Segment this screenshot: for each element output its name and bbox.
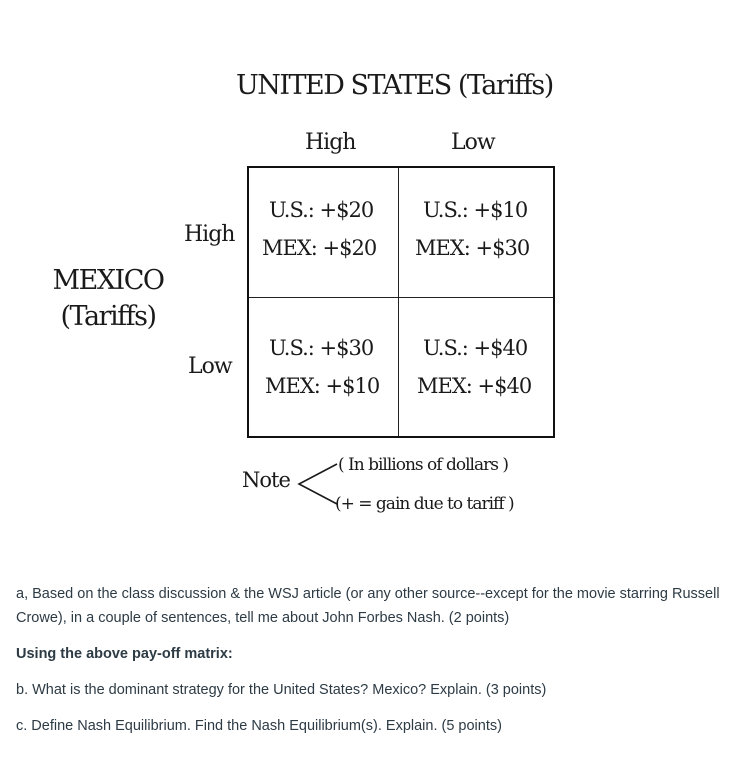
question-list — [16, 582, 724, 750]
note-label: Note — [242, 468, 290, 492]
mexico-high-row-label: High — [184, 222, 235, 247]
question-c: c. Define Nash Equilibrium. Find the Nash Equilibrium(s). Explain. (5 points) — [16, 718, 502, 734]
matrix-cell-high-high — [249, 168, 399, 298]
note-sign-meaning: (+ = gain due to tariff ) — [335, 494, 514, 514]
mex-payoff: MEX: +$10 — [265, 374, 380, 398]
us-high-column-label: High — [305, 130, 356, 155]
mex-payoff: MEX: +$30 — [415, 236, 530, 260]
mexico-title — [48, 263, 168, 335]
united-states-title: UNITED STATES (Tariffs) — [236, 70, 553, 101]
matrix-cell-low-high — [249, 298, 399, 436]
matrix-cell-high-low — [399, 168, 553, 298]
us-payoff: U.S.: +$20 — [269, 198, 374, 222]
question-b: b. What is the dominant strategy for the United States? Mexico? Explain. (3 points) — [16, 682, 547, 698]
note-units: ( In billions of dollars ) — [338, 455, 508, 475]
bracket-icon — [295, 458, 339, 510]
us-payoff: U.S.: +$10 — [423, 198, 528, 222]
us-low-column-label: Low — [451, 130, 495, 155]
mexico-low-row-label: Low — [188, 354, 232, 379]
mexico-title-line-1: MEXICO — [52, 265, 164, 296]
payoff-matrix-grid — [247, 166, 555, 438]
us-payoff: U.S.: +$30 — [269, 336, 374, 360]
questions-heading: Using the above pay-off matrix: — [16, 646, 233, 662]
mexico-title-line-2: (Tariffs) — [60, 301, 156, 332]
matrix-cell-low-low — [399, 298, 553, 436]
us-payoff: U.S.: +$40 — [423, 336, 528, 360]
mex-payoff: MEX: +$40 — [417, 374, 532, 398]
mex-payoff: MEX: +$20 — [262, 236, 377, 260]
question-a: a, Based on the class discussion & the WSJ article (or any other source--except for the movie starring Russell Crowe), in a couple of sentences, tell me about John Forbes Nash. (2 points) — [16, 586, 720, 626]
